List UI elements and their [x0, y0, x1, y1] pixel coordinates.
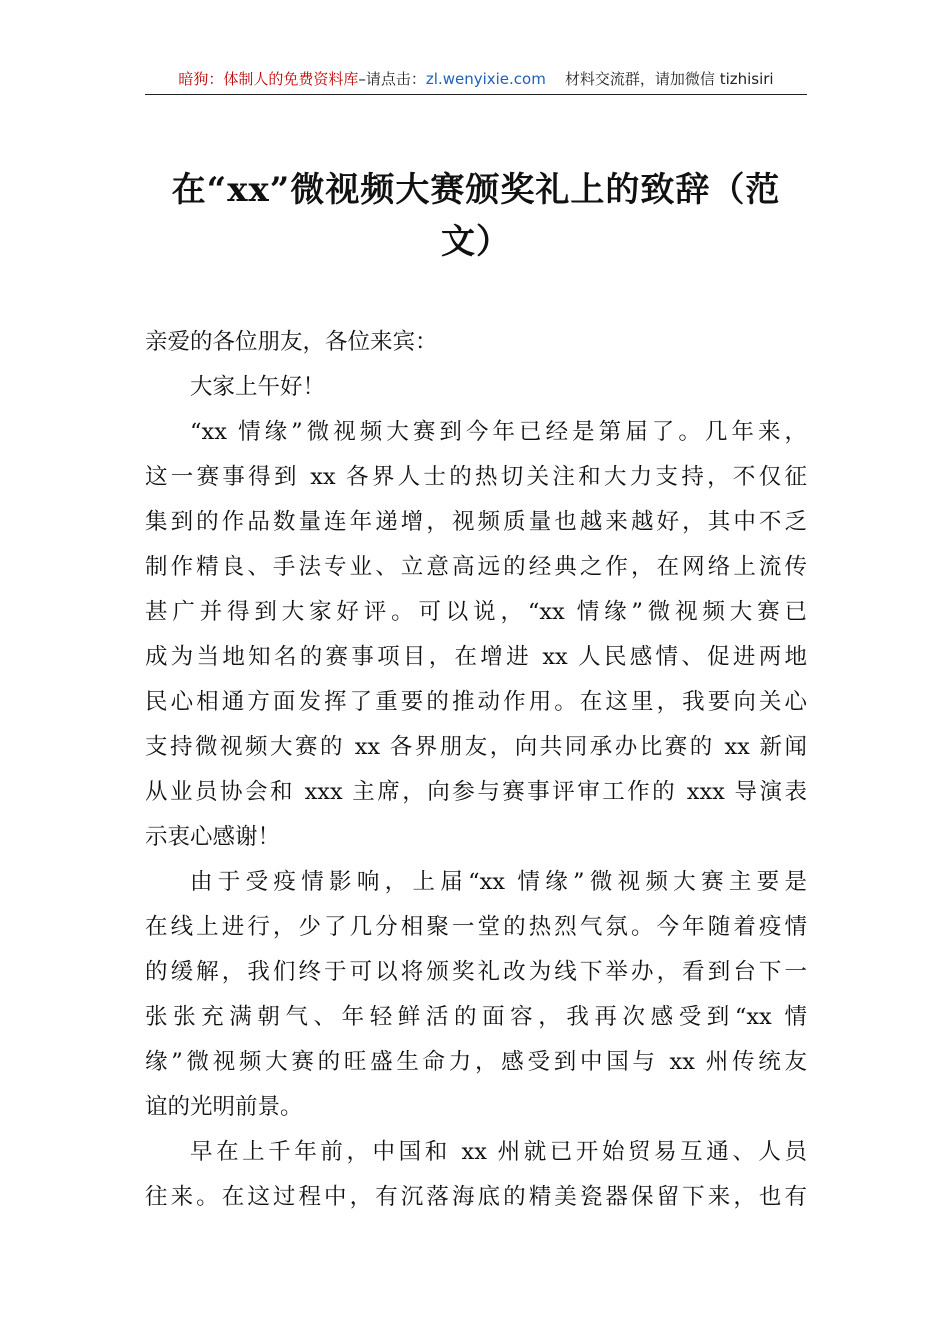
document-body	[145, 320, 807, 1220]
text-line: 亲爱的各位朋友，各位来宾：	[145, 329, 438, 355]
title-line-2: 文）	[441, 222, 511, 262]
header-contact: 材料交流群，请加微信 tizhisiri	[564, 70, 774, 88]
header-brand: 暗狗：体制人的免费资料库	[178, 70, 359, 88]
text-line: 集到的作品数量连年递增，视频质量也越来越好，其中不乏	[145, 509, 807, 535]
text-line: 由于受疫情影响，上届“xx 情缘”微视频大赛主要是	[190, 869, 807, 895]
text-line: 示衷心感谢！	[145, 824, 281, 850]
text-line: 支持微视频大赛的 xx 各界朋友，向共同承办比赛的 xx 新闻	[145, 734, 807, 760]
page-header	[145, 68, 807, 95]
text-line: 张张充满朝气、年轻鲜活的面容，我再次感受到“xx 情	[145, 1004, 807, 1030]
text-line: 成为当地知名的赛事项目，在增进 xx 人民感情、促进两地	[145, 644, 807, 670]
text-line: 民心相通方面发挥了重要的推动作用。在这里，我要向关心	[145, 689, 807, 715]
document-title	[145, 164, 807, 268]
text-line: 甚广并得到大家好评。可以说，“xx 情缘”微视频大赛已	[145, 599, 807, 625]
text-line: 缘”微视频大赛的旺盛生命力，感受到中国与 xx 州传统友	[145, 1049, 807, 1075]
text-line: 大家上午好！	[190, 374, 326, 400]
text-line: 的缓解，我们终于可以将颁奖礼改为线下举办，看到台下一	[145, 959, 807, 985]
header-prompt: –请点击：	[358, 70, 426, 88]
text-line: 这一赛事得到 xx 各界人士的热切关注和大力支持，不仅征	[145, 464, 807, 490]
text-line: 谊的光明前景。	[145, 1094, 303, 1120]
header-link[interactable]: zl.wenyixie.com	[425, 70, 546, 88]
text-line: 往来。在这过程中，有沉落海底的精美瓷器保留下来，也有	[145, 1184, 807, 1210]
text-line: 从业员协会和 xxx 主席，向参与赛事评审工作的 xxx 导演表	[145, 779, 807, 805]
text-line: 早在上千年前，中国和 xx 州就已开始贸易互通、人员	[190, 1139, 807, 1165]
text-line: 制作精良、手法专业、立意高远的经典之作，在网络上流传	[145, 554, 807, 580]
title-line-1: 在“xx”微视频大赛颁奖礼上的致辞（范	[171, 170, 781, 210]
text-line: “xx 情缘”微视频大赛到今年已经是第届了。几年来，	[190, 419, 807, 445]
text-line: 在线上进行，少了几分相聚一堂的热烈气氛。今年随着疫情	[145, 914, 807, 940]
